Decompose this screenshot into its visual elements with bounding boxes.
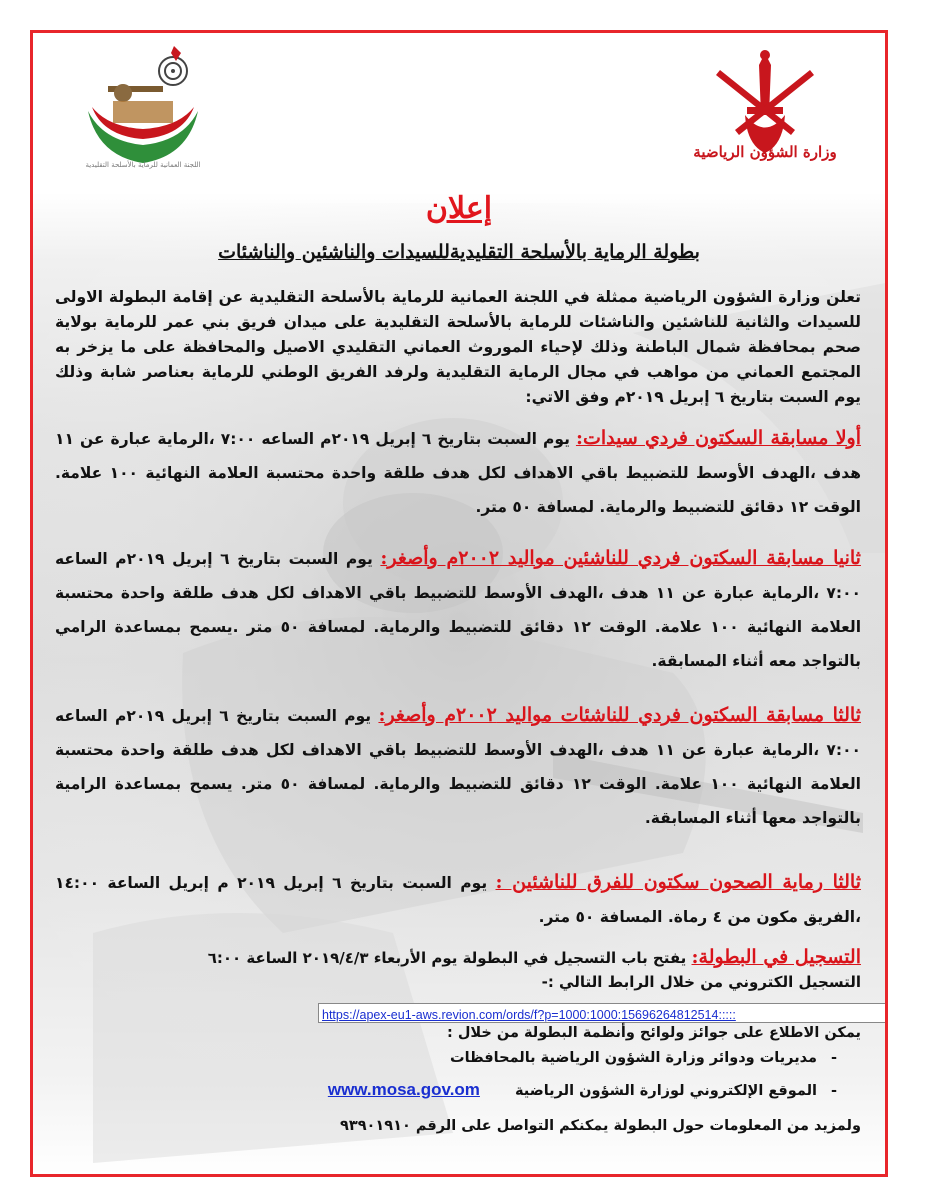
list-item-text: الموقع الإلكتروني لوزارة الشؤون الرياضية: [515, 1083, 817, 1099]
bullet-dash: -: [830, 1083, 837, 1099]
registration-link[interactable]: https://apex-eu1-aws.revion.com/ords/f?p=1000:1000:15696264812514:::::: [322, 1008, 736, 1022]
registration-link-box[interactable]: [318, 1003, 888, 1023]
committee-name: اللجنة العمانية للرماية بالأسلحة التقليدية: [85, 161, 201, 169]
registration-body: يفتح باب التسجيل في البطولة يوم الأربعاء ٢٠١٩/٤/٣ الساعة ٦:٠٠: [207, 949, 692, 967]
section-body: يوم السبت بتاريخ ٦ إبريل ٢٠١٩م الساعه ٧:٠٠ ،الرماية عبارة عن ١١ هدف ،الهدف الأوسط للتضبيط باقي الاهداف لكل هدف طلقة واحدة محتسبة العلامة النهائية ١٠٠ علامة. الوقت ١٢ دقائق للتضبيط والرماية. لمسافة ٥٠ متر .يسمح بمساعدة الرامي بالتواجد معه أثناء المسابقة.: [55, 550, 862, 670]
registration-block: [55, 945, 861, 994]
registration-heading: التسجيل في البطولة:: [691, 946, 861, 968]
section-body: يوم السبت بتاريخ ٦ إبريل ٢٠١٩م الساعه ٧:٠٠ ،الرماية عبارة عن ١١ هدف ،الهدف الأوسط للتضبيط باقي الاهداف لكل هدف طلقة واحدة محتسبة العلامة النهائية ١٠٠ علامة. الوقت ١٢ دقائق للتضبيط والرماية. لمسافة ٥٠ متر.: [55, 430, 862, 516]
page-title: إعلان: [425, 191, 493, 226]
committee-logo-icon: [78, 41, 208, 171]
more-info-text: ولمزيد من المعلومات حول البطولة يمكنكم التواصل على الرقم ٩٣٩٠١٩١٠: [340, 1118, 861, 1134]
list-item: [77, 1080, 837, 1110]
section-heading: أولا مسابقة السكتون فردي سيدات:: [575, 427, 861, 449]
info-sources-list: [77, 1050, 837, 1110]
ministry-name: وزارة الشؤون الرياضية: [693, 143, 837, 161]
section-heading: ثالثا رماية الصحون سكتون للفرق للناشئين :: [495, 871, 861, 893]
section-girls-individual: [55, 698, 861, 835]
section-heading: ثانيا مسابقة السكتون فردي للناشئين مواليد ٢٠٠٢م وأصغر:: [380, 547, 861, 569]
page-subtitle: بطولة الرماية بالأسلحة التقليديةللسيدات والناشئين والناشئات: [218, 241, 700, 263]
online-registration-text: التسجيل الكتروني من خلال الرابط التالي :-: [541, 973, 861, 991]
intro-paragraph: تعلن وزارة الشؤون الرياضية ممثلة في اللجنة العمانية للرماية بالأسلحة التقليدية عن إقامة البطولة الاولى للسيدات والثانية للناشئين والناشئات للرماية بالأسلحة التقليدية على ميدان فريق بني عمر للرماية بولاية صحم بمحافظة شمال الباطنة وذلك لإحياء الموروث العماني التقليدي الاصيل والمحافظة على ما يزخر به المجتمع العماني من مواهب في مجال الرماية التقليدية ولرفد الفريق الوطني للرماية بعناصر شابة وذلك يوم السبت بتاريخ ٦ إبريل ٢٠١٩م وفق الاتي:: [55, 288, 861, 406]
list-item-text: مديريات ودوائر وزارة الشؤون الرياضية بالمحافظات: [450, 1050, 817, 1066]
section-body: يوم السبت بتاريخ ٦ إبريل ٢٠١٩ م إبريل الساعة ١٤:٠٠ ،الفريق مكون من ٤ رماة. المسافة ٥٠ متر.: [55, 874, 861, 926]
section-body: يوم السبت بتاريخ ٦ إبريل ٢٠١٩م الساعه ٧:٠٠ ،الرماية عبارة عن ١١ هدف ،الهدف الأوسط للتضبيط باقي الاهداف لكل هدف طلقة واحدة محتسبة العلامة النهائية ١٠٠ علامة. الوقت ١٢ دقائق للتضبيط والرماية. لمسافة ٥٠ متر. يسمح بمساعدة الرامية بالتواجد معها أثناء المسابقة.: [55, 707, 862, 827]
section-heading: ثالثا مسابقة السكتون فردي للناشئات مواليد ٢٠٠٢م وأصغر:: [378, 704, 861, 726]
registration-line: [55, 945, 861, 970]
view-rules-text: يمكن الاطلاع على جوائز ولوائح وأنظمة البطولة من خلال :: [446, 1025, 861, 1041]
section-team-plates: [55, 865, 861, 934]
ministry-website-link[interactable]: www.mosa.gov.om: [327, 1080, 480, 1099]
section-boys-individual: [55, 541, 861, 678]
list-item: [77, 1050, 837, 1080]
announcement-frame: [30, 30, 888, 1177]
section-women-individual: [55, 421, 861, 524]
bullet-dash: -: [830, 1050, 837, 1066]
